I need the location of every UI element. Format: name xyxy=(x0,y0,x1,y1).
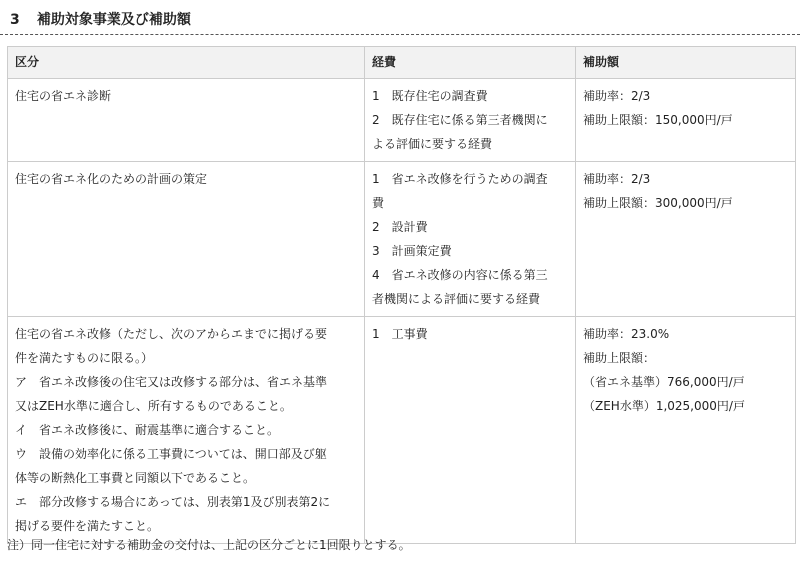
section-number: 3 xyxy=(10,12,20,28)
expense-item: 1 省エネ改修を行うための調査 xyxy=(372,172,548,186)
subsidy-rate: 補助率：2/3 xyxy=(583,172,651,186)
expense-item: 者機関による評価に要する経費 xyxy=(372,292,541,306)
table-row xyxy=(8,317,796,544)
footnote: 注）同一住宅に対する補助金の交付は、上記の区分ごとに1回限りとする。 xyxy=(7,538,411,552)
expense-item: 1 既存住宅の調査費 xyxy=(372,89,488,103)
requirement-item: 掲げる要件を満たすこと。 xyxy=(15,519,160,533)
category-text: 件を満たすものに限る。） xyxy=(15,351,154,365)
subsidy-rate: 補助率：23.0% xyxy=(583,327,670,341)
expense-item: 費 xyxy=(372,196,385,210)
expense-item: 2 既存住宅に係る第三者機関に xyxy=(372,113,548,127)
subsidy-rate: 補助率：2/3 xyxy=(583,89,651,103)
expenses-cell xyxy=(365,79,576,162)
requirement-item: イ 省エネ改修後に、耐震基準に適合すること。 xyxy=(15,423,280,437)
table-header-row xyxy=(8,47,796,79)
requirement-item: 体等の断熱化工事費と同額以下であること。 xyxy=(15,471,256,485)
requirement-item: 又はZEH水準に適合し、所有するものであること。 xyxy=(15,399,292,413)
subsidy-cell xyxy=(576,79,796,162)
expense-item: 1 工事費 xyxy=(372,327,428,341)
subsidy-cap-standard: （省エネ基準）766,000円/戸 xyxy=(583,375,745,389)
category-cell xyxy=(8,317,365,544)
category-cell xyxy=(8,79,365,162)
requirement-item: ウ 設備の効率化に係る工事費については、開口部及び躯 xyxy=(15,447,327,461)
subsidy-cap: 補助上限額：300,000円/戸 xyxy=(583,196,733,210)
subsidy-table xyxy=(7,46,796,544)
subsidy-cap: 補助上限額：150,000円/戸 xyxy=(583,113,733,127)
subsidy-cell xyxy=(576,162,796,317)
expense-item: 2 設計費 xyxy=(372,220,428,234)
category-text: 住宅の省エネ診断 xyxy=(15,89,112,103)
category-text: 住宅の省エネ化のための計画の策定 xyxy=(15,172,208,186)
table-row xyxy=(8,79,796,162)
subsidy-cell xyxy=(576,317,796,544)
subsidy-cap: 補助上限額： xyxy=(583,351,656,365)
expense-item: よる評価に要する経費 xyxy=(372,137,493,151)
expense-item: 3 計画策定費 xyxy=(372,244,452,258)
subsidy-cap-zeh: （ZEH水準）1,025,000円/戸 xyxy=(583,399,745,413)
header-category: 区分 xyxy=(8,47,365,79)
section-title: 補助対象事業及び補助額 xyxy=(36,12,191,28)
expenses-cell xyxy=(365,162,576,317)
requirement-item: ア 省エネ改修後の住宅又は改修する部分は、省エネ基準 xyxy=(15,375,328,389)
expenses-cell xyxy=(365,317,576,544)
header-expenses: 経費 xyxy=(365,47,576,79)
requirement-item: エ 部分改修する場合にあっては、別表第1及び別表第2に xyxy=(15,495,331,509)
expense-item: 4 省エネ改修の内容に係る第三 xyxy=(372,268,548,282)
category-text: 住宅の省エネ改修（ただし、次のアからエまでに掲げる要 xyxy=(15,327,328,341)
section-heading xyxy=(0,0,800,35)
table-row xyxy=(8,162,796,317)
header-subsidy: 補助額 xyxy=(576,47,796,79)
category-cell xyxy=(8,162,365,317)
